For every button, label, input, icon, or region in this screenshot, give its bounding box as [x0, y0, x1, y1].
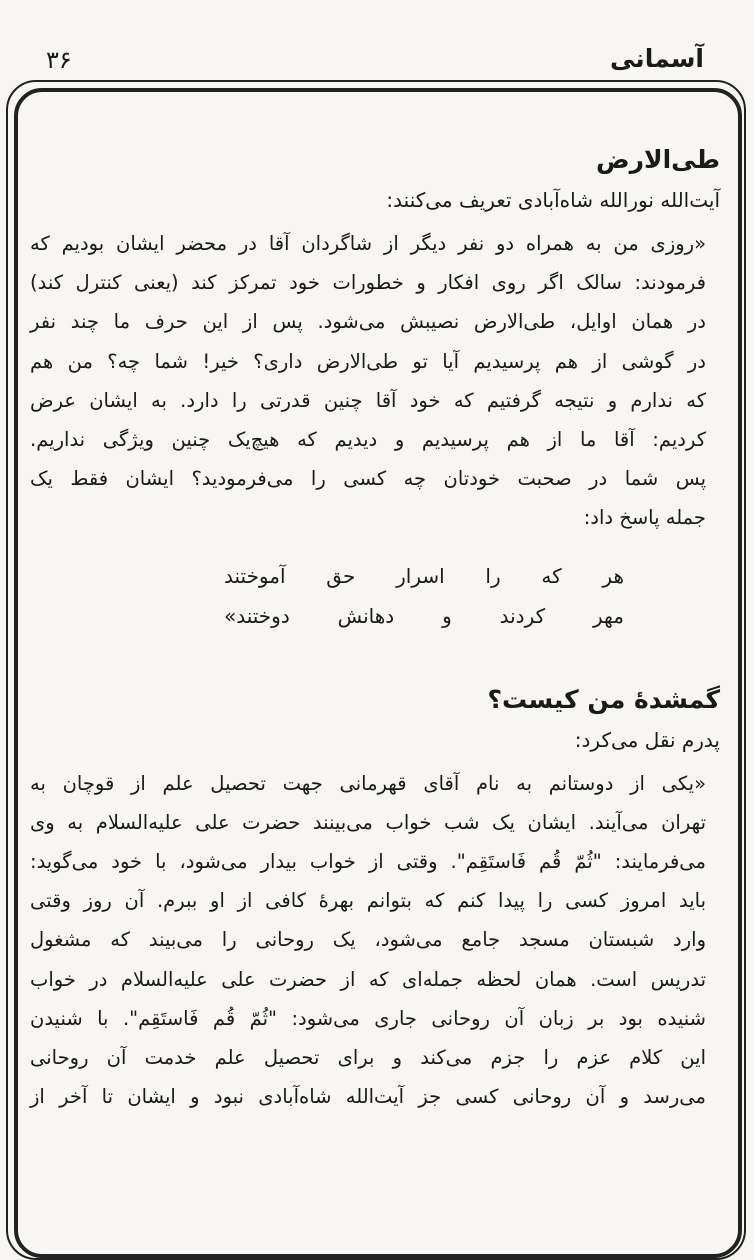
narrative-paragraph: [30, 764, 720, 1117]
text-line: که ندارم و نتیجه گرفتیم که خود آقا چنین قدرتی را دارد. به ایشان عرض: [30, 388, 706, 412]
page-number: ۳۶: [46, 46, 72, 74]
text-line: می‌فرمایند: "ثُمّ قُم فَاستَقِم". وقتی از خواب بیدار می‌شود، با خود می‌گوید:: [30, 850, 706, 874]
text-line: در گوشی از هم پرسیدیم آیا تو طی‌الارض داری؟ خیر! شما چه؟ من هم: [30, 349, 706, 373]
text-line: تهران می‌آیند. ایشان یک شب خواب می‌بینند حضرت علی علیه‌السلام به وی: [30, 810, 706, 834]
page-content: [30, 140, 720, 1116]
section-title-lost-one: گمشدهٔ من کیست؟: [487, 684, 720, 714]
text-line: می‌رسد و آن روحانی کسی جز آیت‌الله شاه‌آبادی نبود و ایشان تا آخر از: [30, 1085, 706, 1109]
text-line: کردیم: آقا ما از هم پرسیدیم و دیدیم که هیچ‌یک چنین ویژگی نداریم.: [30, 428, 706, 452]
text-line: فرمودند: سالک اگر روی افکار و خطورات خود تمرکز کند (یعنی کنترل کند): [30, 271, 706, 295]
text-line: باید امروز کسی را پیدا کنم که بتوانم بهرهٔ کافی از او ببرم. آن روز وقتی: [30, 889, 706, 913]
narrative-paragraph: [30, 224, 720, 538]
section-intro: آیت‌الله نورالله شاه‌آبادی تعریف می‌کنند:: [386, 188, 720, 212]
text-line: جمله پاسخ داد:: [583, 506, 706, 530]
text-line: پس شما در صحبت خودتان چه کسی را می‌فرمودید؟ ایشان فقط یک: [30, 467, 706, 491]
section-title-tayy-al-ard: طی‌الارض: [595, 145, 720, 174]
section-intro: پدرم نقل می‌کرد:: [574, 727, 720, 752]
text-line: شنیده بود بر زبان آن روحانی جاری می‌شود: "ثُمّ قُم فَاستَقِم". با شنیدن: [30, 1006, 706, 1030]
text-line: «یکی از دوستانم به نام آقای قهرمانی جهت تحصیل علم از قوچان به: [30, 771, 706, 795]
text-line: وارد شبستان مسجد جامع می‌شود، یک روحانی را می‌بیند که مشغول: [30, 928, 706, 952]
book-title: آسمانی: [610, 44, 704, 73]
poem-couplet: [224, 556, 720, 636]
poem-line: مهر کردند و دهانش دوختند»: [224, 603, 624, 628]
text-line: «روزی من به همراه دو نفر دیگر از شاگردان آقا در محضر ایشان بودیم که: [30, 232, 706, 255]
poem-line: هر که را اسرار حق آموختند: [224, 563, 624, 588]
text-line: در همان اوایل، طی‌الارض نصیبش می‌شود. پس از این حرف ما چند نفر: [30, 310, 706, 334]
text-line: تدریس است. همان لحظه جمله‌ای که از حضرت علی علیه‌السلام در خواب: [30, 967, 706, 991]
text-line: این کلام عزم را جزم می‌کند و برای تحصیل علم خدمت آن روحانی: [30, 1046, 706, 1070]
running-head: [20, 44, 734, 76]
